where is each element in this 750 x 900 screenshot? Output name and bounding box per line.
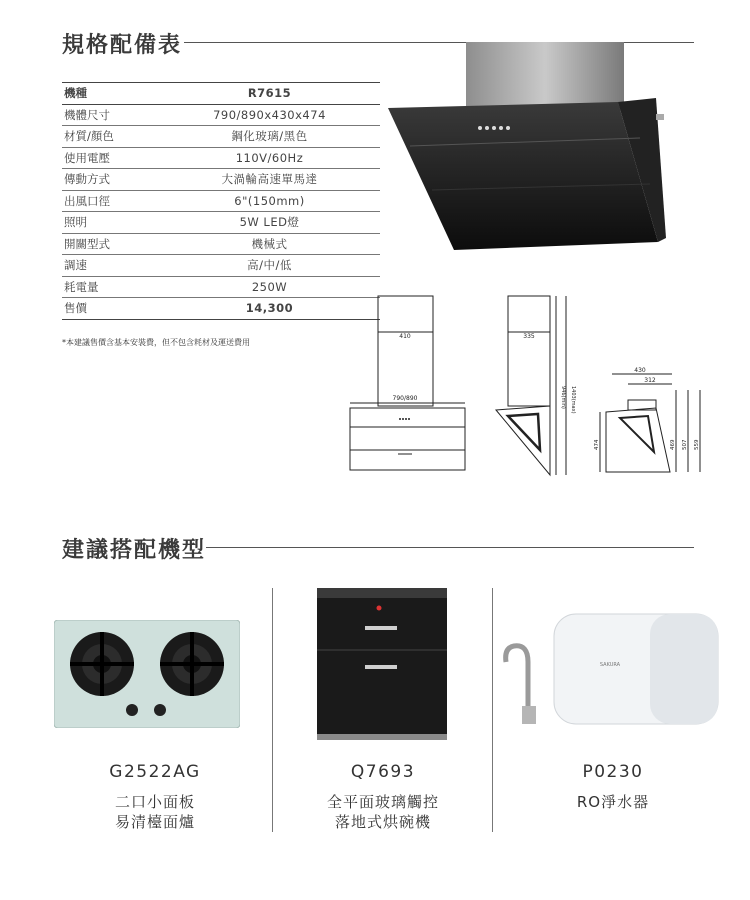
spec-value: 250W: [159, 276, 380, 298]
spec-row: [62, 255, 380, 277]
product-model: G2522AG: [109, 762, 201, 782]
spec-value: 大渦輪高速單馬達: [159, 169, 380, 191]
spec-label: 開關型式: [62, 233, 159, 255]
spec-row: [62, 169, 380, 191]
side-view-drawing: [490, 290, 582, 480]
dim-h2: 469: [670, 439, 676, 450]
brand-label: SAKURA: [599, 662, 621, 668]
spec-label: 傳動方式: [62, 169, 159, 191]
range-hood-photo: [388, 42, 710, 260]
dim-depth: 430: [634, 367, 646, 374]
dim-side-height-min: 946(min): [560, 386, 566, 409]
spec-row: [62, 233, 380, 255]
dim-side-height-max: 1403(max): [570, 386, 576, 414]
spec-value: 鋼化玻璃/黑色: [159, 126, 380, 148]
spec-value: 6"(150mm): [159, 190, 380, 212]
spec-label: 調速: [62, 255, 159, 277]
knob-right-icon: [154, 704, 166, 716]
product-model: P0230: [582, 762, 644, 782]
dim-front-width: 790/890: [392, 395, 418, 402]
spec-value: 高/中/低: [159, 255, 380, 277]
spec-row: [62, 212, 380, 234]
dish-dryer-image: [317, 588, 447, 740]
product-card-dryer: [290, 762, 476, 832]
product-model: Q7693: [350, 762, 416, 782]
recommend-section-title: 建議搭配機型: [62, 538, 207, 563]
spec-row: [62, 190, 380, 212]
spec-label: 機種: [62, 83, 159, 105]
spec-label: 耗電量: [62, 276, 159, 298]
burner-right-icon: [160, 632, 224, 696]
column-divider: [492, 588, 493, 832]
spec-value: 5W LED燈: [159, 212, 380, 234]
spec-label: 售價: [62, 298, 159, 320]
burner-left-icon: [70, 632, 134, 696]
knob-left-icon: [126, 704, 138, 716]
product-desc-line1: RO淨水器: [576, 793, 650, 811]
spec-label: 出風口徑: [62, 190, 159, 212]
chimney-cover: [466, 42, 624, 110]
spec-label: 機體尺寸: [62, 104, 159, 126]
dim-front-top: 410: [399, 333, 411, 340]
product-card-stove: [62, 762, 248, 832]
spec-row: [62, 147, 380, 169]
dim-h1: 474: [594, 439, 600, 450]
product-desc-line2: 易清檯面爐: [114, 813, 195, 831]
title-divider: [206, 547, 694, 548]
hood-glass-panel: [388, 102, 658, 250]
spec-value: 790/890x430x474: [159, 104, 380, 126]
spec-label: 照明: [62, 212, 159, 234]
product-desc-line1: 二口小面板: [114, 793, 195, 811]
spec-row: [62, 83, 380, 105]
front-view-drawing: [340, 290, 475, 480]
dim-h3: 507: [682, 439, 688, 450]
faucet-icon: [506, 646, 528, 710]
product-card-purifier: [520, 762, 706, 812]
dim-side-top: 335: [523, 333, 535, 340]
spec-value: 110V/60Hz: [159, 147, 380, 169]
spec-label: 材質/顏色: [62, 126, 159, 148]
upper-handle-icon: [365, 626, 397, 630]
price-footnote: *本建議售價含基本安裝費，但不包含耗材及運送費用: [62, 338, 250, 347]
water-purifier-image: [500, 610, 724, 728]
spec-row: [62, 104, 380, 126]
spec-row: [62, 276, 380, 298]
spec-table: [62, 82, 380, 320]
product-desc-line2: 落地式烘碗機: [334, 813, 431, 831]
spec-row: [62, 126, 380, 148]
dim-h4: 559: [694, 439, 700, 450]
lower-handle-icon: [365, 665, 397, 669]
spec-section-title: 規格配備表: [62, 33, 183, 58]
dim-inner: 312: [644, 377, 656, 384]
gas-stove-image: [54, 620, 240, 728]
spec-label: 使用電壓: [62, 147, 159, 169]
side-dimension-drawing: [592, 360, 710, 480]
spec-value: 14,300: [159, 298, 380, 320]
spec-value: R7615: [159, 83, 380, 105]
product-desc-line1: 全平面玻璃觸控: [326, 793, 439, 811]
spec-value: 機械式: [159, 233, 380, 255]
spec-row: [62, 298, 380, 320]
column-divider: [272, 588, 273, 832]
